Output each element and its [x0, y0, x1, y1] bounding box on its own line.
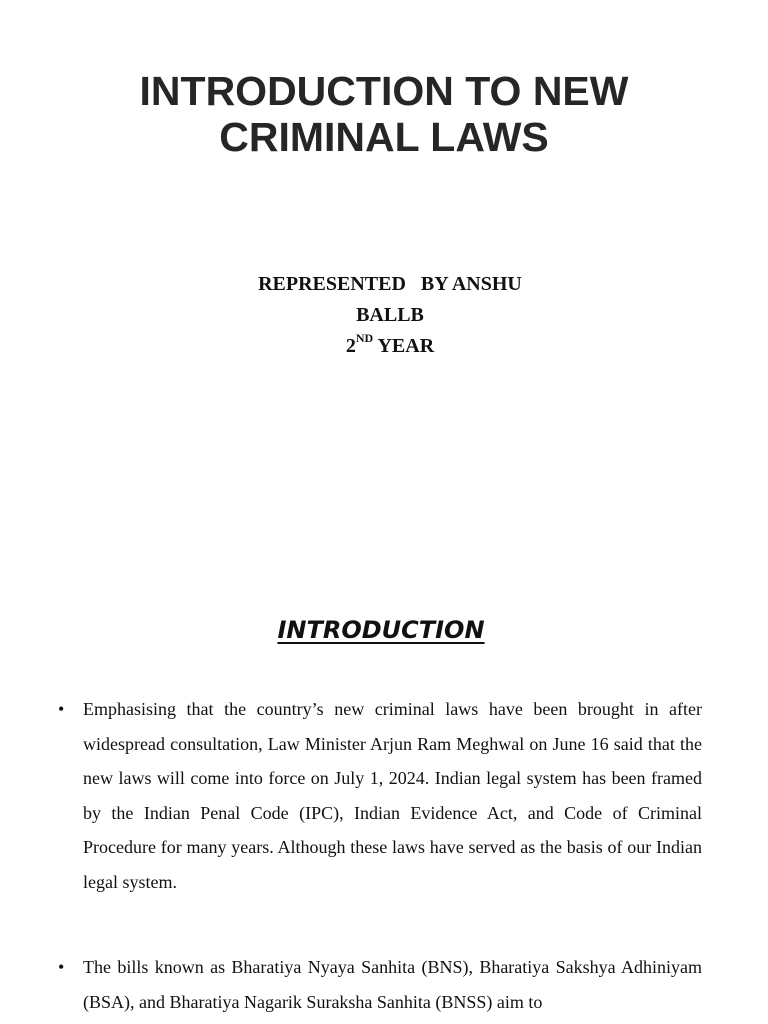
bullet-item [58, 692, 702, 899]
bullet-text: Emphasising that the country’s new criminal laws have been brought in after widespread consultation, Law Minister Arjun Ram Meghwal on June 16 said that the new laws will come into force on July 1, 2024. Indian legal system has been framed by the Indian Penal Code (IPC), Indian Evidence Act, and Code of Criminal Procedure for many years. Although these laws have served as the basis of our Indian legal system. [83, 699, 702, 892]
year-number: 2 [345, 335, 356, 357]
page-title [0, 68, 768, 160]
year-suffix: ND [355, 331, 374, 346]
title-line-2: CRIMINAL LAWS [219, 114, 549, 160]
bullet-marker: • [58, 957, 65, 977]
year-word: YEAR [377, 335, 435, 357]
byline-author: REPRESENTED BY ANSHU [258, 273, 522, 295]
bullet-text: The bills known as Bharatiya Nyaya Sanhita (BNS), Bharatiya Sakshya Adhiniyam (BSA), and Bharatiya Nagarik Suraksha Sanhita (BNSS) aim to [83, 957, 702, 1012]
byline-year [0, 331, 768, 362]
title-line-1: INTRODUCTION TO NEW [139, 68, 629, 114]
bullet-item [58, 950, 702, 1019]
byline-course: BALLB [356, 304, 424, 326]
author-byline [0, 269, 768, 362]
bullet-marker: • [58, 699, 65, 719]
section-heading: INTRODUCTION [277, 616, 485, 644]
